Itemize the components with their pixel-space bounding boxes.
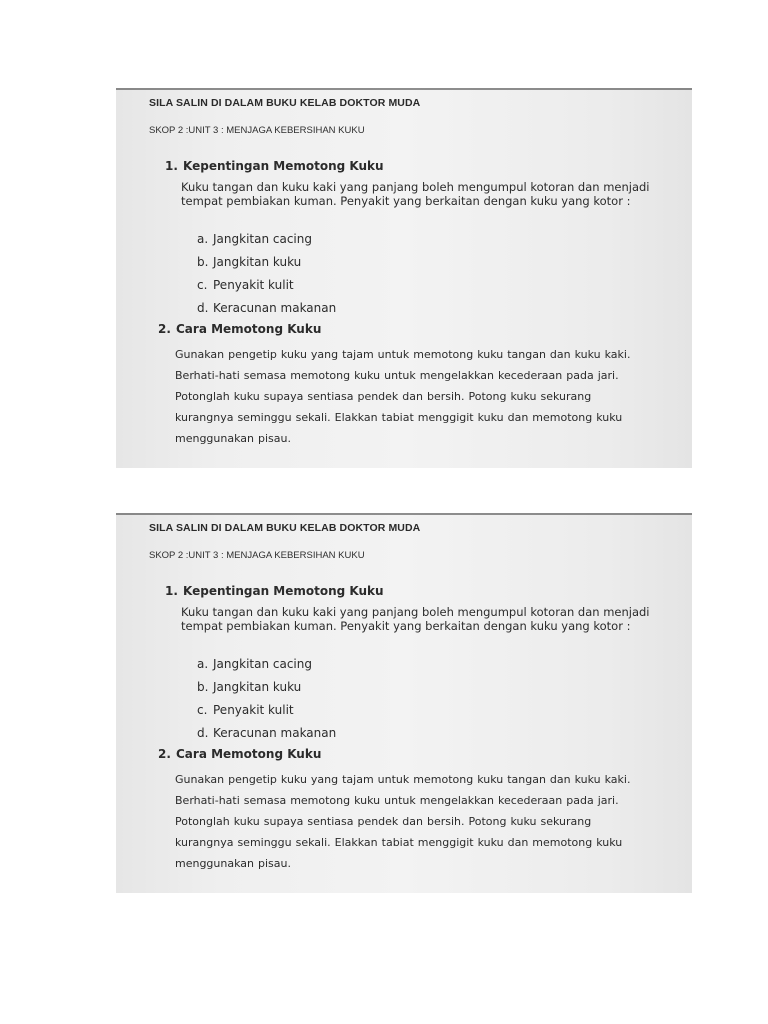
worksheet-photo-top	[116, 88, 692, 468]
list-item-letter: c.	[197, 703, 208, 717]
list-item-letter: b.	[197, 255, 209, 269]
section-paragraph-method: Gunakan pengetip kuku yang tajam untuk memotong kuku tangan dan kuku kaki. Berhati-hati semasa memotong kuku untuk mengelakkan kecederaan pada jari. Potonglah kuku supaya sentiasa pendek dan bersih. Potong kuku sekurang kurangnya seminggu sekali. Elakkan tabiat menggigit kuku dan memotong kuku menggunakan pisau.	[175, 348, 631, 445]
list-item	[197, 702, 336, 725]
document-title: SILA SALIN DI DALAM BUKU KELAB DOKTOR MUDA	[149, 522, 421, 534]
document-title: SILA SALIN DI DALAM BUKU KELAB DOKTOR MUDA	[149, 97, 421, 109]
list-item	[197, 277, 336, 300]
section-paragraph-method: Gunakan pengetip kuku yang tajam untuk memotong kuku tangan dan kuku kaki. Berhati-hati semasa memotong kuku untuk mengelakkan kecederaan pada jari. Potonglah kuku supaya sentiasa pendek dan bersih. Potong kuku sekurang kurangnya seminggu sekali. Elakkan tabiat menggigit kuku dan memotong kuku menggunakan pisau.	[175, 773, 631, 870]
section-paragraph-importance: Kuku tangan dan kuku kaki yang panjang boleh mengumpul kotoran dan menjadi tempat pembiakan kuman. Penyakit yang berkaitan dengan kuku yang kotor :	[181, 180, 650, 208]
list-item	[197, 300, 336, 323]
list-item	[197, 656, 336, 679]
list-item-text: Jangkitan kuku	[213, 680, 302, 694]
list-item-text: Jangkitan cacing	[213, 657, 312, 671]
section-number: 1.	[165, 584, 178, 598]
list-item-text: Penyakit kulit	[213, 703, 294, 717]
document-subtitle: SKOP 2 :UNIT 3 : MENJAGA KEBERSIHAN KUKU	[149, 125, 365, 136]
list-item-letter: a.	[197, 657, 209, 671]
list-item-text: Penyakit kulit	[213, 278, 294, 292]
section-title: Cara Memotong Kuku	[176, 747, 322, 761]
list-item-letter: d.	[197, 726, 209, 740]
section-heading-method	[158, 322, 321, 336]
document-subtitle: SKOP 2 :UNIT 3 : MENJAGA KEBERSIHAN KUKU	[149, 550, 365, 561]
disease-list	[197, 231, 336, 323]
list-item-letter: c.	[197, 278, 208, 292]
disease-list	[197, 656, 336, 748]
section-title: Kepentingan Memotong Kuku	[183, 159, 384, 173]
section-paragraph-importance: Kuku tangan dan kuku kaki yang panjang boleh mengumpul kotoran dan menjadi tempat pembiakan kuman. Penyakit yang berkaitan dengan kuku yang kotor :	[181, 605, 650, 633]
section-number: 1.	[165, 159, 178, 173]
list-item	[197, 679, 336, 702]
section-heading-method	[158, 747, 321, 761]
list-item-text: Jangkitan cacing	[213, 232, 312, 246]
section-number: 2.	[158, 747, 171, 761]
section-title: Cara Memotong Kuku	[176, 322, 322, 336]
list-item-text: Keracunan makanan	[213, 726, 337, 740]
list-item-letter: b.	[197, 680, 209, 694]
list-item-text: Keracunan makanan	[213, 301, 337, 315]
list-item	[197, 231, 336, 254]
section-heading-importance	[165, 584, 384, 598]
list-item-letter: d.	[197, 301, 209, 315]
section-number: 2.	[158, 322, 171, 336]
list-item	[197, 725, 336, 748]
worksheet-content	[116, 513, 692, 893]
list-item-letter: a.	[197, 232, 209, 246]
section-title: Kepentingan Memotong Kuku	[183, 584, 384, 598]
worksheet-photo-bottom	[116, 513, 692, 893]
list-item-text: Jangkitan kuku	[213, 255, 302, 269]
section-heading-importance	[165, 159, 384, 173]
list-item	[197, 254, 336, 277]
worksheet-content	[116, 88, 692, 468]
